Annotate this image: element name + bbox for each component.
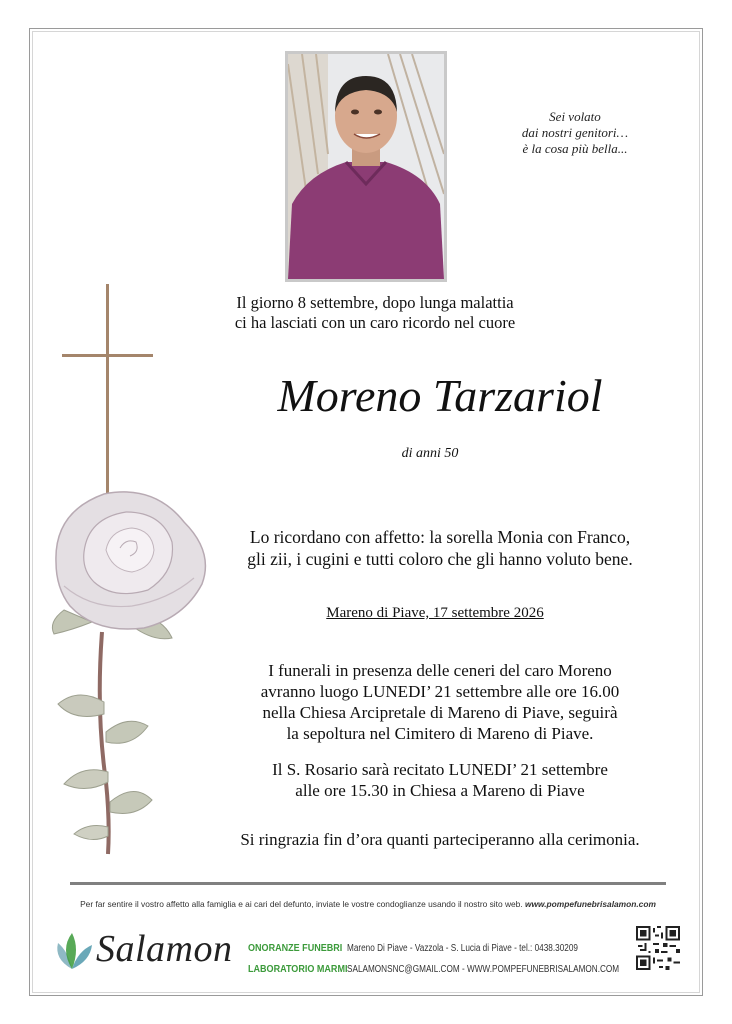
rosary-line: Il S. Rosario sarà recitato LUNEDI’ 21 settembre <box>272 760 608 779</box>
contact-line[interactable]: SALAMONSNC@GMAIL.COM - WWW.POMPEFUNEBRISALAMON.COM <box>347 964 620 975</box>
quote-line: Sei volato <box>549 109 601 124</box>
mourners-text <box>195 526 685 570</box>
contact-info <box>347 938 619 980</box>
deceased-age: di anni 50 <box>401 446 459 461</box>
funeral-details <box>200 660 680 744</box>
rose-illustration <box>44 482 219 867</box>
footer-site-link[interactable]: www.pompefunebrisalamon.com <box>524 899 656 909</box>
quote-line: dai nostri genitori… <box>521 125 629 140</box>
cross-icon-bar <box>62 354 153 357</box>
contact-line: Mareno Di Piave - Vazzola - S. Lucia di Piave - tel.: 0438.30209 <box>347 943 578 954</box>
mourners-line: Lo ricordano con affetto: la sorella Monia con Franco, <box>249 527 631 547</box>
announcement-text <box>160 293 590 333</box>
quote-line: è la cosa più bella... <box>522 141 628 156</box>
funeral-line: avranno luogo LUNEDI’ 21 settembre alle ore 16.00 <box>260 682 620 701</box>
announcement-line: ci ha lasciati con un caro ricordo nel cuore <box>234 313 516 332</box>
rosary-line: alle ore 15.30 in Chiesa a Mareno di Piave <box>295 781 585 800</box>
rosary-details <box>200 759 680 801</box>
deceased-name: Moreno Tarzariol <box>277 370 603 421</box>
funeral-line: nella Chiesa Arcipretale di Mareno di Piave, seguirà <box>262 703 618 722</box>
brand-services <box>248 938 347 980</box>
footer-note-text: Per far sentire il vostro affetto alla famiglia e ai cari del defunto, inviate le vostre condoglianze usando il nostro sito web. <box>80 899 523 909</box>
thanks-text: Si ringrazia fin d’ora quanti parteciperanno alla cerimonia. <box>240 830 640 849</box>
funeral-line: I funerali in presenza delle ceneri del caro Moreno <box>268 661 612 680</box>
footer-separator <box>70 882 666 885</box>
place-date <box>290 603 580 623</box>
memorial-quote <box>490 109 660 157</box>
salamon-logo-text: Salamon <box>96 928 233 970</box>
brand-line: LABORATORIO MARMI <box>248 963 348 975</box>
salamon-logo-leaf <box>50 929 96 976</box>
cross-icon <box>106 284 109 494</box>
portrait-photo <box>285 51 447 282</box>
footer-note <box>70 899 666 909</box>
mourners-line: gli zii, i cugini e tutti coloro che gli hanno voluto bene. <box>247 549 633 569</box>
brand-line: ONORANZE FUNEBRI <box>248 942 343 954</box>
place-date-text: Mareno di Piave, 17 settembre 2026 <box>326 605 544 621</box>
qr-code[interactable] <box>636 926 680 975</box>
announcement-line: Il giorno 8 settembre, dopo lunga malattia <box>236 293 514 312</box>
funeral-line: la sepoltura nel Cimitero di Mareno di Piave. <box>286 724 594 743</box>
